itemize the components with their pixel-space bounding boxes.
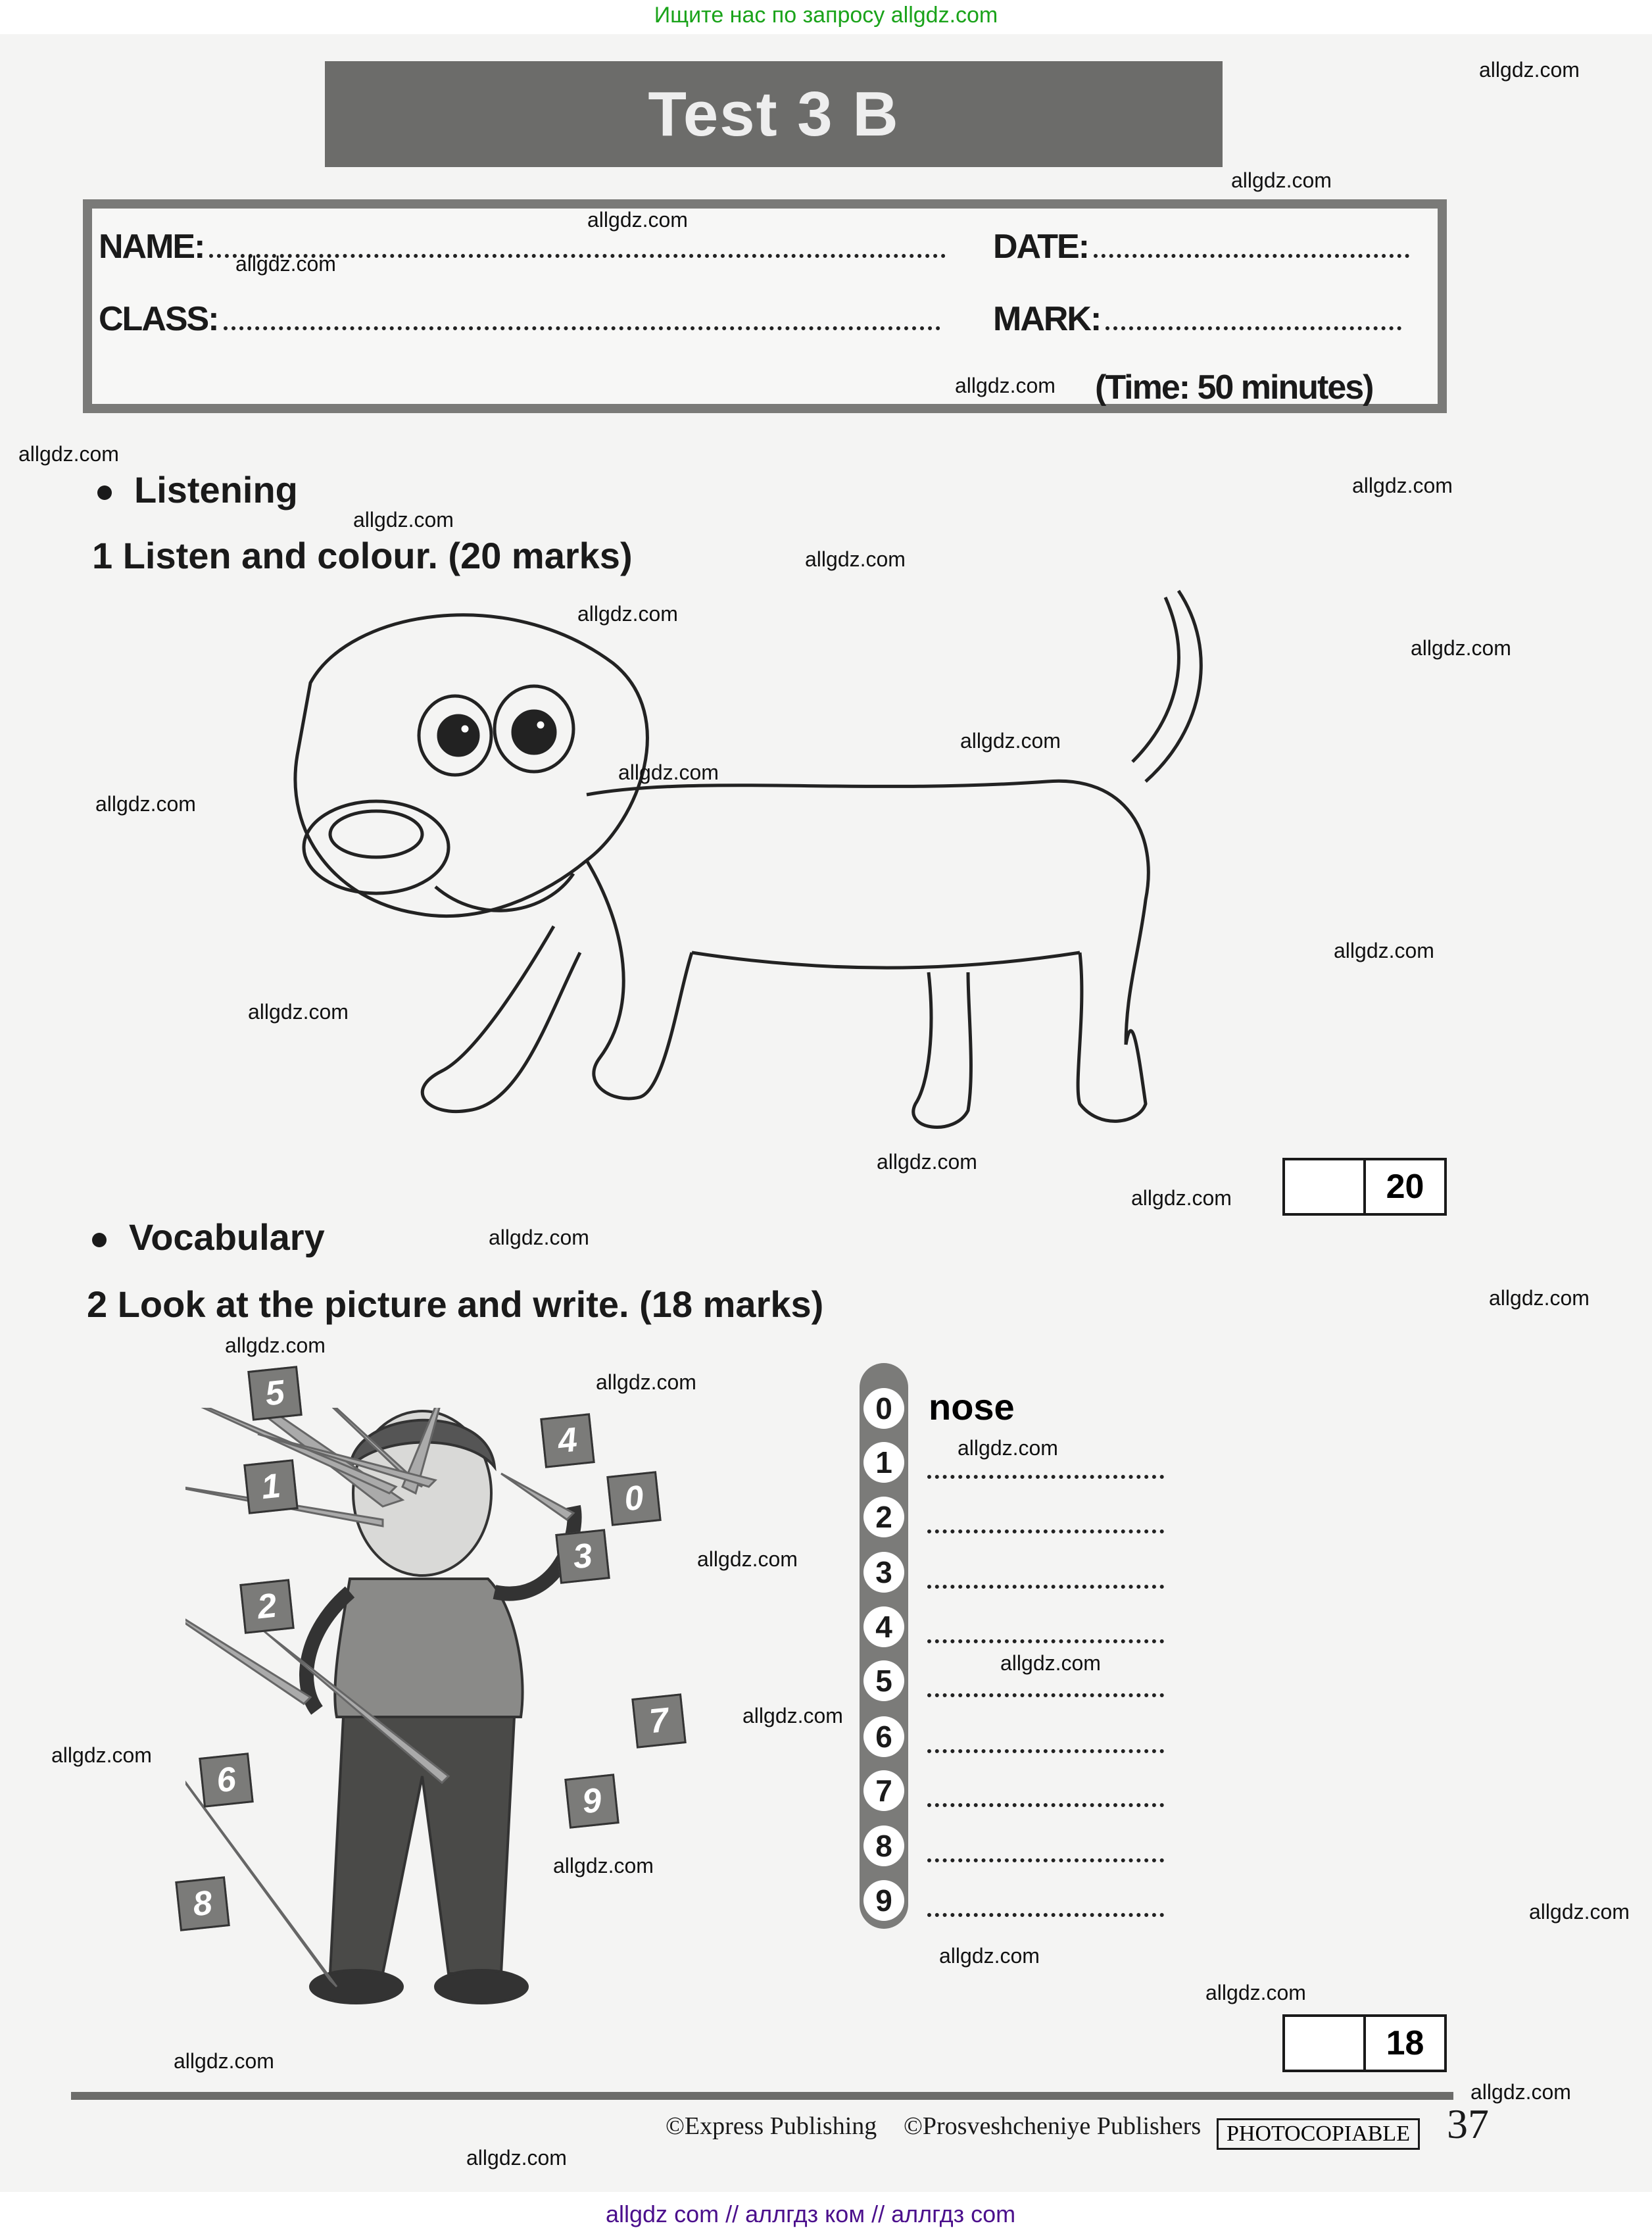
callout-2: 2 <box>239 1579 295 1634</box>
answer-line[interactable] <box>927 1910 1164 1917</box>
callout-8: 8 <box>175 1876 230 1931</box>
date-field[interactable] <box>993 227 1409 266</box>
watermark: allgdz.com <box>248 1000 349 1024</box>
watermark: allgdz.com <box>1205 1981 1306 2004</box>
listening-label: Listening <box>134 469 298 510</box>
callout-7: 7 <box>631 1693 687 1749</box>
callout-1: 1 <box>243 1459 299 1514</box>
watermark: allgdz.com <box>225 1333 326 1357</box>
answer-number: 4 <box>863 1606 904 1647</box>
watermark: allgdz.com <box>489 1226 589 1249</box>
task-1-instruction: 1 Listen and colour. (20 marks) <box>92 535 633 576</box>
watermark: allgdz.com <box>553 1854 654 1877</box>
vocabulary-label: Vocabulary <box>129 1216 325 1258</box>
callout-0: 0 <box>606 1471 662 1526</box>
watermark: allgdz.com <box>577 602 678 626</box>
time-limit: (Time: 50 minutes) <box>1095 368 1373 407</box>
score-blank[interactable] <box>1285 1160 1366 1213</box>
listening-heading <box>97 468 298 511</box>
publisher-express: ©Express Publishing <box>666 2112 877 2140</box>
answer-number: 6 <box>863 1716 904 1757</box>
footer-divider <box>71 2092 1453 2100</box>
answer-line[interactable] <box>927 1637 1164 1643</box>
watermark: allgdz.com <box>618 760 719 784</box>
test-title: Test 3 B <box>325 61 1223 167</box>
answer-line[interactable] <box>927 1801 1164 1807</box>
callout-5: 5 <box>247 1366 303 1421</box>
callout-6: 6 <box>199 1752 254 1808</box>
watermark: allgdz.com <box>51 1743 152 1767</box>
watermark: allgdz.com <box>95 792 196 816</box>
name-label: NAME: <box>99 228 205 266</box>
answer-line[interactable] <box>927 1856 1164 1862</box>
class-label: CLASS: <box>99 300 218 338</box>
mark-label: MARK: <box>993 300 1101 338</box>
watermark: allgdz.com <box>466 2146 567 2170</box>
watermark: allgdz.com <box>1529 1900 1630 1924</box>
watermark: allgdz.com <box>1470 2080 1571 2104</box>
watermark: allgdz.com <box>958 1436 1058 1460</box>
publisher-prosveshcheniye: ©Prosveshcheniye Publishers <box>904 2112 1202 2140</box>
site-banner[interactable]: Ищите нас по запросу allgdz.com <box>654 3 998 28</box>
page-number: 37 <box>1447 2100 1489 2147</box>
dog-colouring-image[interactable] <box>271 584 1218 1163</box>
answer-line[interactable] <box>927 1527 1164 1533</box>
callout-9: 9 <box>564 1774 620 1829</box>
watermark: allgdz.com <box>1411 636 1511 660</box>
watermark: allgdz.com <box>1231 168 1332 192</box>
class-field[interactable] <box>99 299 940 339</box>
watermark: allgdz.com <box>805 547 906 571</box>
bullet-icon <box>97 485 112 500</box>
watermark: allgdz.com <box>960 729 1061 753</box>
name-field[interactable] <box>99 227 946 266</box>
answer-line[interactable] <box>927 1691 1164 1697</box>
example-answer: nose <box>929 1386 1015 1428</box>
answer-number: 5 <box>863 1660 904 1701</box>
watermark: allgdz.com <box>235 252 336 276</box>
answer-number: 2 <box>863 1497 904 1537</box>
answer-number: 1 <box>863 1442 904 1483</box>
watermark: allgdz.com <box>1352 474 1453 497</box>
watermark: allgdz.com <box>1131 1186 1232 1210</box>
answer-number: 9 <box>863 1880 904 1921</box>
callout-4: 4 <box>540 1413 595 1468</box>
bullet-icon <box>92 1233 107 1247</box>
watermark: allgdz.com <box>353 508 454 532</box>
watermark: allgdz.com <box>1479 58 1580 82</box>
vocabulary-max-score: 18 <box>1386 2024 1424 2062</box>
listening-score-box <box>1282 1158 1447 1216</box>
watermark: allgdz.com <box>1000 1651 1101 1675</box>
vocabulary-score-box <box>1282 2014 1447 2072</box>
watermark: allgdz.com <box>877 1150 977 1174</box>
watermark: allgdz.com <box>596 1370 696 1394</box>
watermark: allgdz.com <box>587 208 688 232</box>
answer-number: 0 <box>863 1388 904 1429</box>
callout-3: 3 <box>555 1529 610 1584</box>
answer-line[interactable] <box>927 1582 1164 1589</box>
watermark: allgdz.com <box>1334 939 1434 962</box>
mark-field[interactable] <box>993 299 1401 339</box>
bottom-banner[interactable]: allgdz com // аллгдз ком // аллгдз com <box>606 2200 1016 2227</box>
answer-number: 3 <box>863 1552 904 1593</box>
task-2-instruction: 2 Look at the picture and write. (18 marks) <box>87 1283 824 1325</box>
watermark: allgdz.com <box>939 1944 1040 1968</box>
watermark: allgdz.com <box>742 1704 843 1727</box>
answer-number: 8 <box>863 1826 904 1866</box>
watermark: allgdz.com <box>174 2049 274 2073</box>
listening-max-score: 20 <box>1386 1168 1424 1206</box>
photocopiable-badge: PHOTOCOPIABLE <box>1217 2118 1420 2150</box>
watermark: allgdz.com <box>1489 1286 1590 1310</box>
answer-line[interactable] <box>927 1747 1164 1753</box>
date-label: DATE: <box>993 228 1089 266</box>
student-info-box <box>83 199 1447 413</box>
answer-line[interactable] <box>927 1472 1164 1479</box>
vocabulary-heading <box>92 1216 325 1258</box>
score-blank[interactable] <box>1285 2017 1366 2070</box>
watermark: allgdz.com <box>18 442 119 466</box>
answer-number: 7 <box>863 1770 904 1811</box>
watermark: allgdz.com <box>955 374 1056 397</box>
watermark: allgdz.com <box>697 1547 798 1571</box>
